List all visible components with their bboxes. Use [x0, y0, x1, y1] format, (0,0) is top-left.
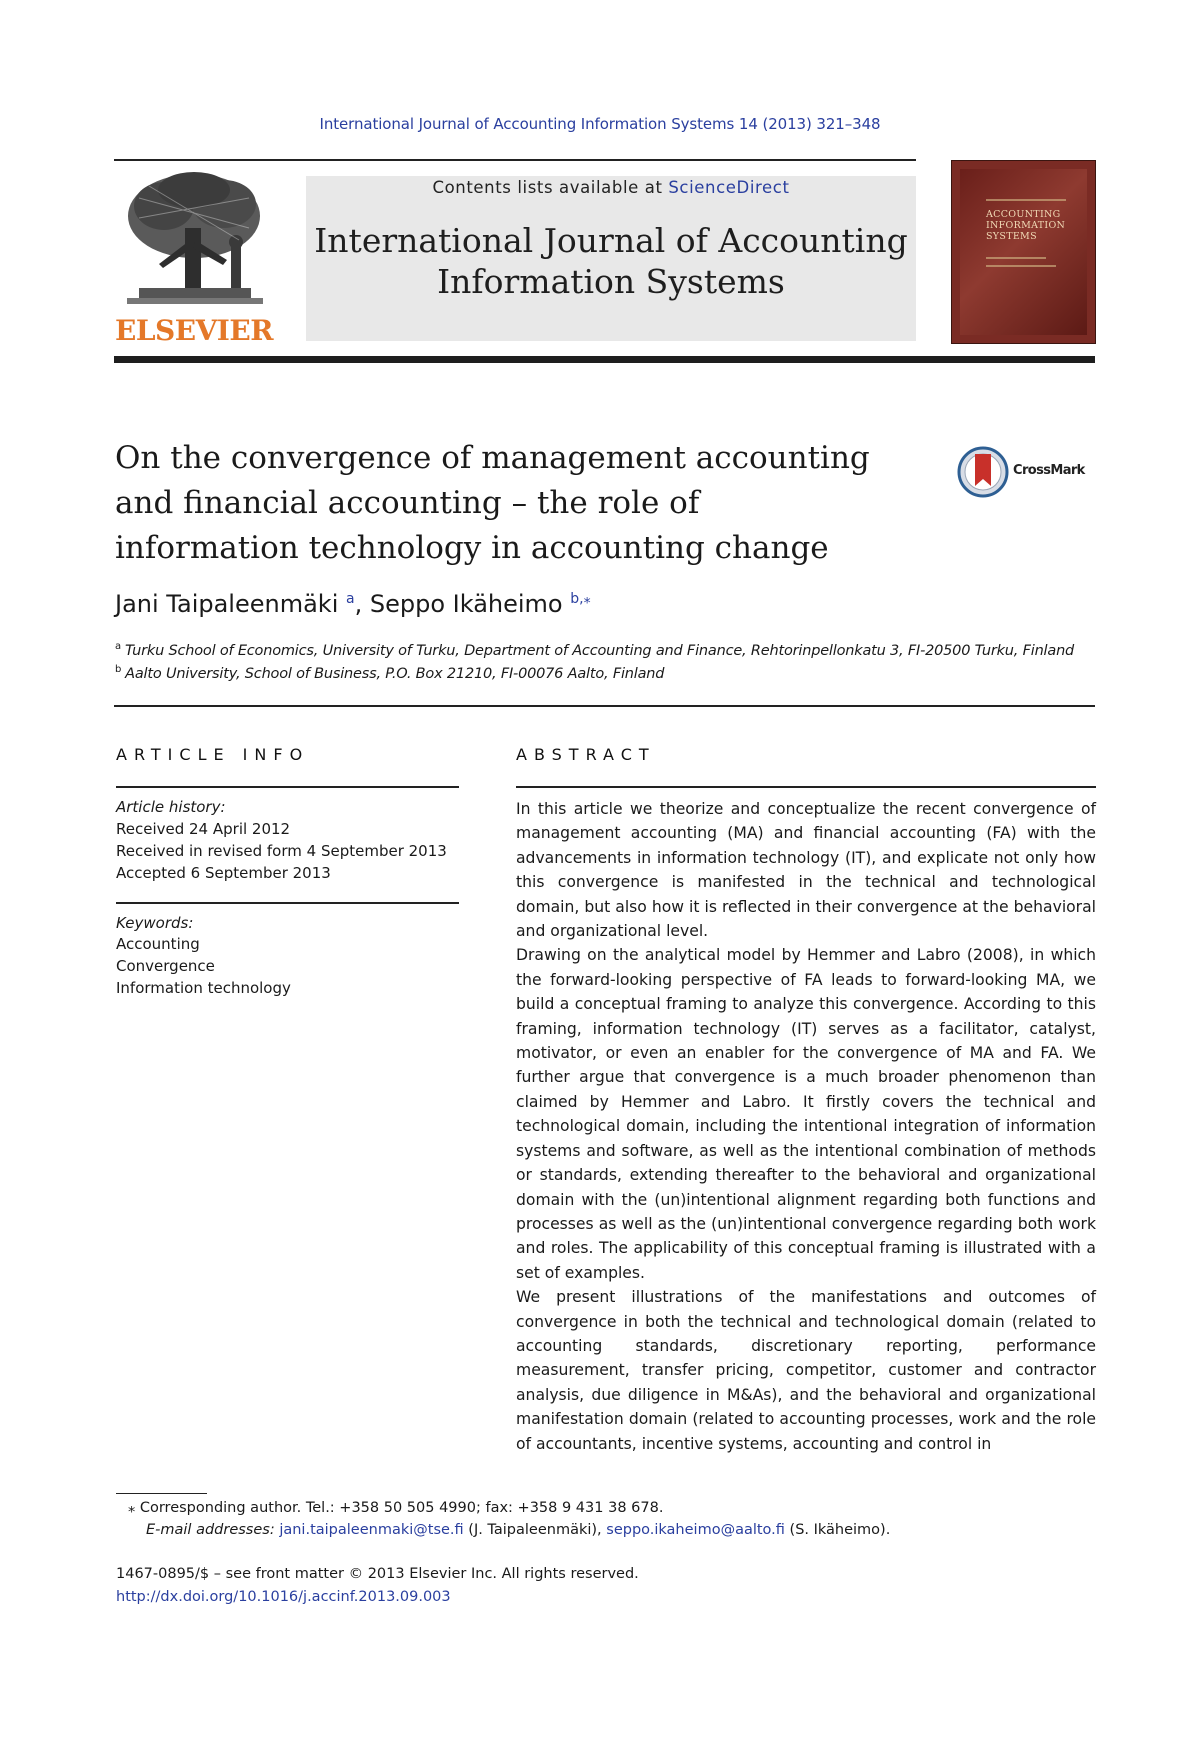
article-title-line: and financial accounting – the role of: [115, 485, 700, 521]
elsevier-logo[interactable]: [114, 168, 274, 346]
doi-line: [116, 1589, 451, 1605]
crossmark-icon: [957, 446, 1011, 498]
abstract-rule: [516, 786, 1096, 788]
article-title-line: information technology in accounting change: [115, 530, 829, 566]
front-matter-rule: [114, 705, 1095, 707]
journal-title-line: International Journal of Accounting: [314, 221, 908, 260]
email-link[interactable]: jani.taipaleenmaki@tse.fi: [279, 1522, 464, 1538]
journal-title[interactable]: [306, 220, 916, 302]
keywords-label: Keywords:: [116, 914, 194, 932]
cover-stripe: [986, 265, 1056, 267]
author-list: [115, 590, 591, 618]
affiliation-marker: b: [115, 664, 122, 675]
cover-title: [986, 209, 1086, 242]
cover-stripe: [986, 257, 1046, 259]
header-top-rule: [114, 159, 916, 161]
author-name[interactable]: Seppo Ikäheimo: [369, 590, 563, 618]
elsevier-tree-icon: [119, 168, 269, 310]
affiliation: [115, 664, 664, 682]
journal-title-line: Information Systems: [437, 262, 785, 301]
doi-link[interactable]: http://dx.doi.org/10.1016/j.accinf.2013.09.003: [116, 1589, 451, 1605]
journal-citation[interactable]: International Journal of Accounting Information Systems 14 (2013) 321–348: [319, 115, 881, 133]
crossmark-label: CrossMark: [1013, 463, 1085, 478]
article-title: [115, 436, 895, 571]
contents-line: [306, 178, 916, 197]
abstract-body: [516, 797, 1096, 1456]
article-info-heading: ARTICLE INFO: [116, 745, 310, 764]
email-link[interactable]: seppo.ikaheimo@aalto.fi: [606, 1522, 785, 1538]
article-info-rule: [116, 786, 459, 788]
keyword: Information technology: [116, 979, 291, 997]
abstract-paragraph: In this article we theorize and conceptualize the recent convergence of management accounting (MA) and financial accounting (FA) with the advancements in information technology (IT), and explicate not only how this convergence is manifested in the technical and technological domain, but also how it is reflected in their convergence at the behavioral and organizational level.: [516, 800, 1096, 941]
cover-stripe: [986, 199, 1066, 201]
affiliation-text: Turku School of Economics, University of Turku, Department of Accounting and Finance, Rehtorinpellonkatu 3, FI-20500 Turku, Finland: [124, 642, 1075, 659]
history-item: Received 24 April 2012: [116, 820, 291, 838]
cover-title-line: INFORMATION: [986, 220, 1066, 231]
keyword: Accounting: [116, 935, 200, 953]
abstract-paragraph: We present illustrations of the manifestations and outcomes of convergence in both the technical and technological domain (related to accounting standards, discretionary reporting, performance measurement, transfer pricing, competitor, customer and contractor analysis, due diligence in M&As), and the behavioral and organizational manifestation domain (related to accounting processes, work and the role of accountants, incentive systems, accounting and control in: [516, 1288, 1096, 1453]
crossmark-badge[interactable]: [957, 446, 1097, 498]
history-item: Received in revised form 4 September 2013: [116, 842, 447, 860]
email-note: [146, 1522, 890, 1538]
corresponding-author-note: ⁎ Corresponding author. Tel.: +358 50 505 4990; fax: +358 9 431 38 678.: [128, 1500, 664, 1516]
email-owner: (J. Taipaleenmäki),: [463, 1522, 607, 1538]
header-bottom-rule: [114, 356, 1095, 363]
history-item: Accepted 6 September 2013: [116, 864, 331, 882]
author-name[interactable]: Jani Taipaleenmäki: [115, 590, 339, 618]
email-label: E-mail addresses:: [146, 1522, 280, 1538]
affiliation-text: Aalto University, School of Business, P.O. Box 21210, FI-00076 Aalto, Finland: [125, 665, 665, 682]
sciencedirect-link[interactable]: ScienceDirect: [668, 178, 790, 197]
article-history-label: Article history:: [116, 798, 226, 816]
keywords-rule: [116, 902, 459, 904]
email-owner: (S. Ikäheimo).: [784, 1522, 891, 1538]
cover-title-line: SYSTEMS: [986, 231, 1037, 242]
affiliation: [115, 641, 1074, 659]
abstract-paragraph: Drawing on the analytical model by Hemmer and Labro (2008), in which the forward-looking perspective of FA leads to forward-looking MA, we build a conceptual framing to analyze this convergence. According to this framing, information technology (IT) serves as a facilitator, catalyst, motivator, or even an enabler for the convergence of MA and FA. We further argue that convergence is a much broader phenomenon than claimed by Hemmer and Labro. It firstly covers the technical and technological domain, including the intentional integration of information systems and software, as well as the intentional combination of methods or standards, extending thereafter to the behavioral and organizational domain with the (un)intentional alignment regarding both functions and processes as well as the (un)intentional convergence regarding both work and roles. The applicability of this conceptual framing is illustrated with a set of examples.: [516, 946, 1096, 1282]
cover-background: [960, 169, 1087, 335]
journal-cover-thumbnail[interactable]: [951, 160, 1096, 344]
journal-masthead: [306, 176, 916, 341]
affiliation-marker: a: [115, 641, 121, 652]
author-affiliation-marker[interactable]: a: [346, 591, 355, 607]
elsevier-wordmark: ELSEVIER: [114, 314, 274, 347]
contents-prefix: Contents lists available at: [432, 178, 669, 197]
keyword: Convergence: [116, 957, 215, 975]
abstract-heading: ABSTRACT: [516, 745, 656, 764]
cover-title-line: ACCOUNTING: [986, 209, 1061, 220]
author-separator: ,: [354, 590, 370, 618]
author-affiliation-marker[interactable]: b,⁎: [570, 591, 591, 607]
footnote-rule: [116, 1493, 207, 1494]
article-title-line: On the convergence of management accounting: [115, 440, 870, 476]
copyright-line: 1467-0895/$ – see front matter © 2013 Elsevier Inc. All rights reserved.: [116, 1566, 639, 1582]
